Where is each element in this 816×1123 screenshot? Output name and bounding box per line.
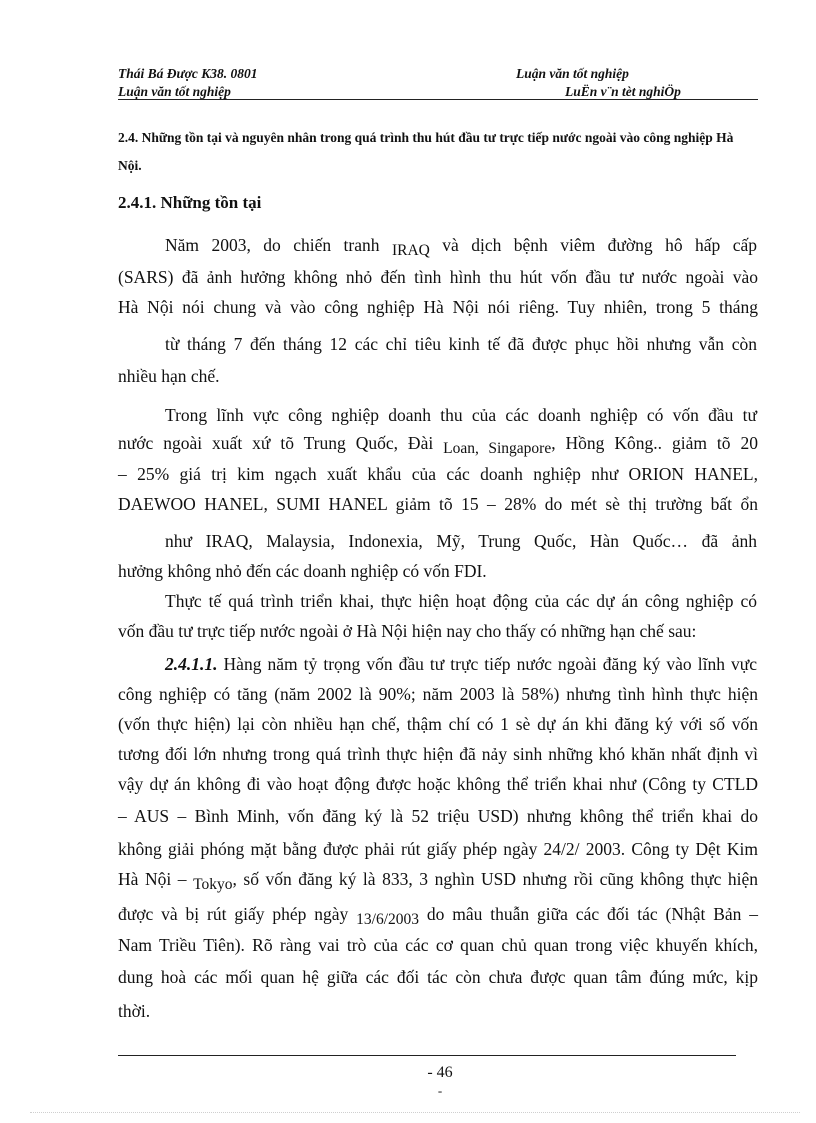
page-number: - 46: [427, 1064, 453, 1081]
para4-line3: (vốn thực hiện) lại còn nhiều hạn chế, thậm chí có 1 sè dự án khi đăng ký với số vốn: [118, 714, 758, 734]
para4-line5: vậy dự án không đi vào hoạt động được hoặc không thể triển khai như (Công ty CTLD: [118, 774, 758, 794]
para4-line10: Nam Triều Tiên). Rõ ràng vai trò của các cơ quan chủ quan trong việc khuyến khích,: [118, 935, 758, 955]
para1-line4: từ tháng 7 đến tháng 12 các chỉ tiêu kinh tế đã được phục hồi nhưng vẫn còn: [165, 334, 757, 354]
para1-line1: Năm 2003, do chiến tranh IRAQ và dịch bệnh viêm đường hô hấp cấp: [165, 235, 758, 259]
header-author: Thái Bá Được K38. 0801: [118, 66, 258, 81]
page-number-dash: -: [437, 1083, 443, 1098]
page-bottom-dotted-line: [30, 1112, 800, 1113]
section-title: 2.4. Những tồn tại và nguyên nhân trong quá trình thu hút đầu tư trực tiếp nước ngoài vào công nghiệp Hà Nội.: [118, 130, 734, 173]
para4-line4: tương đối lớn nhưng trong quá trình thực hiện đã nảy sinh những khó khăn nhất định vì: [118, 744, 758, 764]
para4-label: 2.4.1.1.: [165, 654, 218, 674]
header-rule: [118, 99, 758, 100]
para4-line2: công nghiệp có tăng (năm 2002 là 90%; năm 2003 là 58%) nhưng tình hình thực hiện: [118, 684, 758, 704]
para2-line1: Trong lĩnh vực công nghiệp doanh thu của các doanh nghiệp có vốn đầu tư: [165, 405, 757, 425]
para4-line6: – AUS – Bình Minh, vốn đăng ký là 52 triệu USD) nhưng không thể triển khai do: [118, 806, 758, 826]
para2-line2: nước ngoài xuất xứ tõ Trung Quốc, Đài Loan, Singapore, Hồng Kông.. giảm tõ 20: [118, 433, 758, 457]
para2-line6: hưởng không nhỏ đến các doanh nghiệp có vốn FDI.: [118, 561, 487, 581]
para3-line2: vốn đầu tư trực tiếp nước ngoài ở Hà Nội hiện nay cho thấy có những hạn chế sau:: [118, 621, 697, 641]
header-title-garbled: LuËn v¨n tèt nghiÖp: [565, 84, 681, 99]
para4-line8: Hà Nội – Tokyo, số vốn đăng ký là 833, 3 nghìn USD nhưng rồi cũng không thực hiện: [118, 869, 759, 893]
para4-line9: được và bị rút giấy phép ngày 13/6/2003 do mâu thuẫn giữa các đối tác (Nhật Bản –: [118, 904, 759, 928]
para4-line1: 2.4.1.1. Hàng năm tỷ trọng vốn đầu tư trực tiếp nước ngoài đăng ký vào lĩnh vực: [165, 654, 758, 674]
subsection-title: 2.4.1. Những tồn tại: [118, 193, 262, 212]
para2-line3: – 25% giá trị kim ngạch xuất khẩu của các doanh nghiệp như ORION HANEL,: [118, 464, 758, 484]
header-title: Luận văn tốt nghiệp: [516, 66, 629, 81]
para4-line12: thời.: [118, 1001, 151, 1021]
para4-line11: dung hoà các mối quan hệ giữa các đối tác còn chưa được quan tâm đúng mức, kịp: [118, 967, 758, 987]
para1-line2: (SARS) đã ảnh hưởng không nhỏ đến tình hình thu hút vốn đầu tư nước ngoài vào: [118, 267, 758, 287]
para3-line1: Thực tế quá trình triển khai, thực hiện hoạt động của các dự án công nghiệp có: [165, 591, 757, 611]
para1-line5: nhiều hạn chế.: [118, 366, 220, 386]
para2-line4: DAEWOO HANEL, SUMI HANEL giảm tõ 15 – 28% do mét sè thị trường bất ổn: [118, 494, 758, 514]
para2-line5: như IRAQ, Malaysia, Indonexia, Mỹ, Trung Quốc, Hàn Quốc… đã ảnh: [165, 531, 757, 551]
para4-line7: không giải phóng mặt bằng được phải rút giấy phép ngày 24/2/ 2003. Công ty Dệt Kim: [118, 839, 758, 859]
header-title-secondary: Luận văn tốt nghiệp: [118, 84, 231, 99]
para1-line3: Hà Nội nói chung và vào công nghiệp Hà Nội nói riêng. Tuy nhiên, trong 5 tháng: [118, 297, 758, 317]
footer-rule: [118, 1055, 736, 1056]
